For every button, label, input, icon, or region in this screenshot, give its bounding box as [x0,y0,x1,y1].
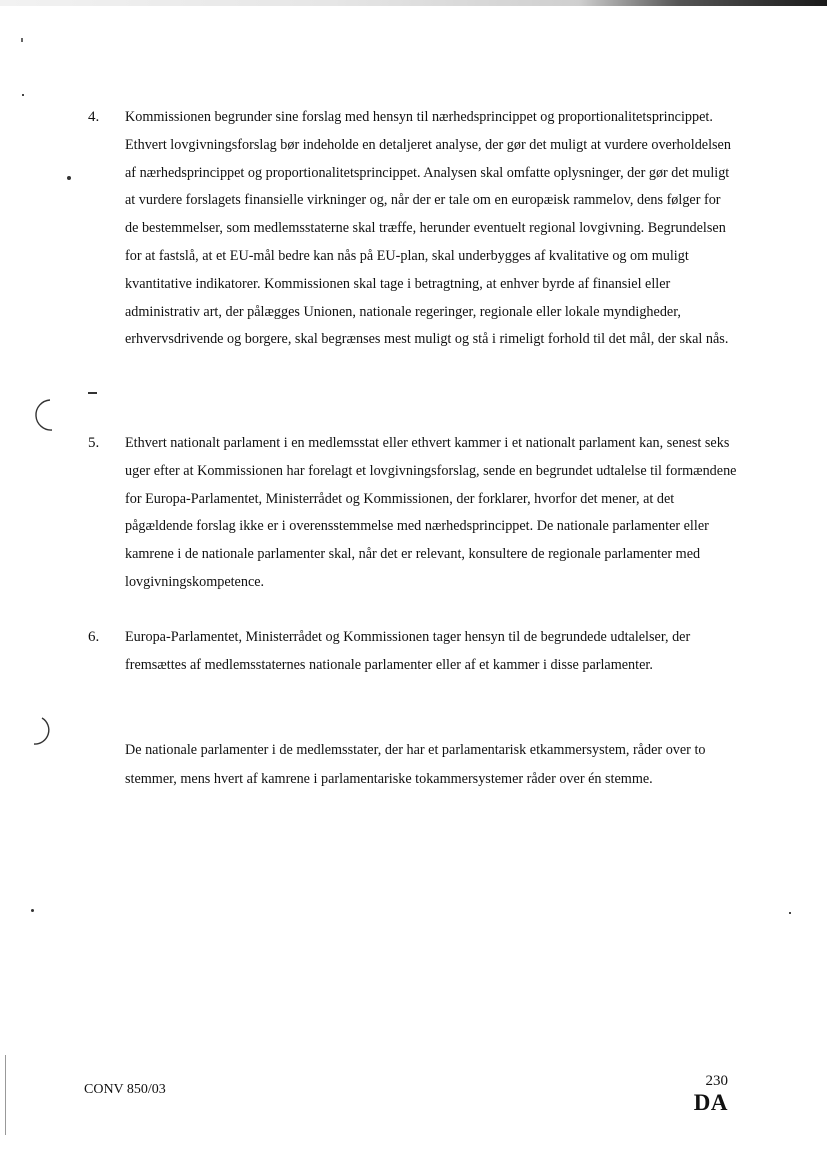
punch-hole-mark-lower [24,712,64,752]
paragraph-text: Kommissionen begrunder sine forslag med hensyn til nærhedsprincippet og proportionalitetsprincippet. Ethvert lovgivningsforslag bør indeholde en detaljeret analyse, der gør det muligt at vurdere overholdelsen af nærhedsprincippet og proportionalitetsprincippet. Analysen skal omfatte oplysninger, der gør det muligt at vurdere forslagets finansielle virkninger og, når der er tale om en europæisk rammelov, dens følger for de bestemmelser, som medlemsstaterne skal træffe, herunder eventuelt regional lovgivning. Begrundelsen for at fastslå, at et EU-mål bedre kan nås på EU-plan, skal underbygges af kvalitative og om muligt kvantitative indikatorer. Kommissionen skal tage i betragtning, at enhver byrde af finansiel eller administrativ art, der pålægges Unionen, nationale regeringer, regionale eller lokale myndigheder, erhvervsdrivende og borgere, skal begrænses mest muligt og stå i rimeligt forhold til det mål, der skal nås. [125,109,731,348]
scan-speck [67,176,71,180]
paragraph-number: 4. [88,109,100,125]
paragraph-text: Europa-Parlamentet, Ministerrådet og Kommissionen tager hensyn til de begrundede udtalelser, der fremsættes af medlemsstaternes nationale parlamenter eller af et kammer i disse parlamenter. [125,629,691,673]
page-number: 230 [705,1073,728,1089]
scan-edge-line [5,1055,6,1135]
final-paragraph: De nationale parlamenter i de medlemsstater, der har et parlamentarisk etkammersystem, råder over to stemmer, mens hvert af kamrene i parlamentariske tokammersystemer råder over én stemme. [125,742,706,787]
scan-speck [31,909,34,912]
paragraph-number: 5. [88,435,100,451]
paragraph-number: 6. [88,629,100,645]
language-code: DA [693,1090,728,1115]
document-reference: CONV 850/03 [84,1082,166,1097]
scan-speck [22,94,24,96]
scan-speck [789,912,791,914]
scan-speck [21,38,23,42]
punch-hole-mark-upper [28,396,68,436]
scan-dash [88,392,97,394]
paragraph-text: Ethvert nationalt parlament i en medlemsstat eller ethvert kammer i et nationalt parlament kan, senest seks uger efter at Kommissionen har forelagt et lovgivningsforslag, sende en begrundet udtalelse til formændene for Europa-Parlamentet, Ministerrådet og Kommissionen, der forklarer, hvorfor det mener, at det pågældende forslag ikke er i overensstemmelse med nærhedsprincippet. De nationale parlamenter eller kamrene i de nationale parlamenter skal, når det er relevant, konsultere de regionale parlamenter med lovgivningskompetence. [125,435,737,590]
